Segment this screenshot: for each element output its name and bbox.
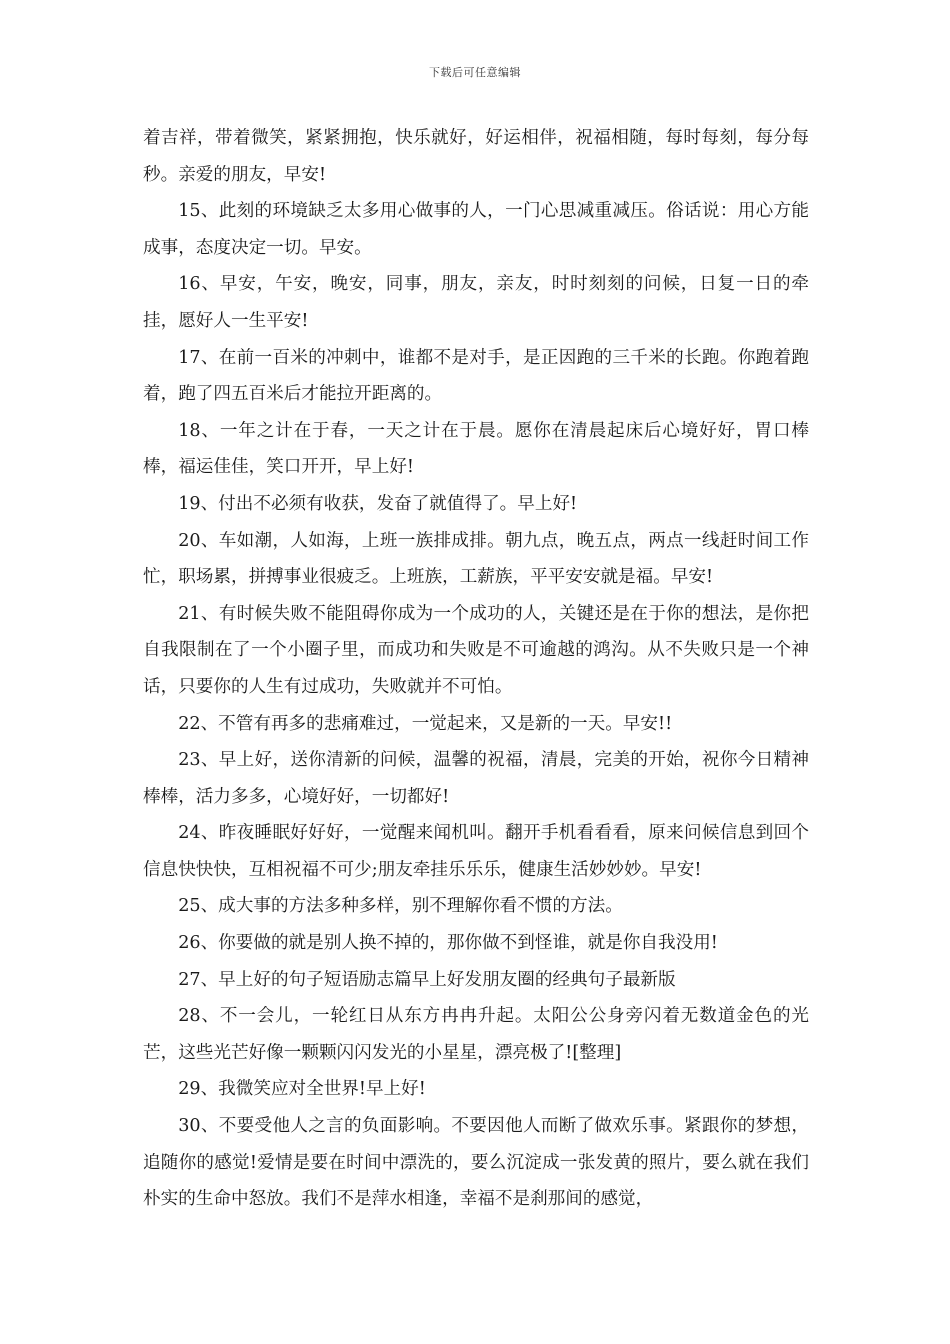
paragraph-item-24: 24、昨夜睡眠好好好，一觉醒来闻机叫。翻开手机看看看，原来问候信息到回个信息快快快，互相祝福不可少;朋友牵挂乐乐乐，健康生活妙妙妙。早安! xyxy=(143,823,809,880)
paragraph-item-22: 22、不管有再多的悲痛难过，一觉起来，又是新的一天。早安!! xyxy=(178,713,673,734)
document-body xyxy=(143,120,809,1218)
paragraph-item-16: 16、早安，午安，晚安，同事，朋友，亲友，时时刻刻的问候，日复一日的牵挂，愿好人一生平安! xyxy=(143,274,809,331)
paragraph-item-20: 20、车如潮，人如海，上班一族排成排。朝九点，晚五点，两点一线赶时间工作忙，职场累，拼搏事业很疲乏。上班族，工薪族，平平安安就是福。早安! xyxy=(143,530,809,588)
paragraph-item-29: 29、我微笑应对全世界!早上好! xyxy=(178,1079,426,1100)
paragraph-continuation: 着吉祥，带着微笑，紧紧拥抱，快乐就好，好运相伴，祝福相随，每时每刻，每分每秒。亲爱的朋友，早安! xyxy=(143,128,809,185)
paragraph-item-23: 23、早上好，送你清新的问候，温馨的祝福，清晨，完美的开始，祝你今日精神棒棒，活力多多，心境好好，一切都好! xyxy=(143,750,809,807)
paragraph-item-17: 17、在前一百米的冲刺中，谁都不是对手，是正因跑的三千米的长跑。你跑着跑着，跑了四五百米后才能拉开距离的。 xyxy=(143,347,809,405)
paragraph-item-25: 25、成大事的方法多种多样，别不理解你看不惯的方法。 xyxy=(178,896,623,917)
paragraph-item-30: 30、不要受他人之言的负面影响。不要因他人而断了做欢乐事。紧跟你的梦想，追随你的感觉!爱情是要在时间中漂洗的，要么沉淀成一张发黄的照片，要么就在我们朴实的生命中怒放。我们不是萍水相逢，幸福不是刹那间的感觉， xyxy=(143,1116,809,1210)
paragraph-item-21: 21、有时候失败不能阻碍你成为一个成功的人，关键还是在于你的想法，是你把自我限制在了一个小圈子里，而成功和失败是不可逾越的鸿沟。从不失败只是一个神话，只要你的人生有过成功，失败就并不可怕。 xyxy=(143,603,809,697)
paragraph-item-15: 15、此刻的环境缺乏太多用心做事的人，一门心思减重减压。俗话说：用心方能成事，态度决定一切。早安。 xyxy=(143,201,809,258)
paragraph-item-28: 28、不一会儿，一轮红日从东方冉冉升起。太阳公公身旁闪着无数道金色的光芒，这些光芒好像一颗颗闪闪发光的小星星，漂亮极了![整理] xyxy=(143,1006,809,1063)
paragraph-item-19: 19、付出不必须有收获，发奋了就值得了。早上好! xyxy=(178,493,578,514)
paragraph-item-27: 27、早上好的句子短语励志篇早上好发朋友圈的经典句子最新版 xyxy=(178,969,676,990)
paragraph-item-26: 26、你要做的就是别人换不掉的，那你做不到怪谁，就是你自我没用! xyxy=(178,933,718,954)
paragraph-item-18: 18、一年之计在于春，一天之计在于晨。愿你在清晨起床后心境好好，胃口棒棒，福运佳佳，笑口开开，早上好! xyxy=(143,420,809,478)
page-header: 下载后可任意编辑 xyxy=(429,66,521,79)
